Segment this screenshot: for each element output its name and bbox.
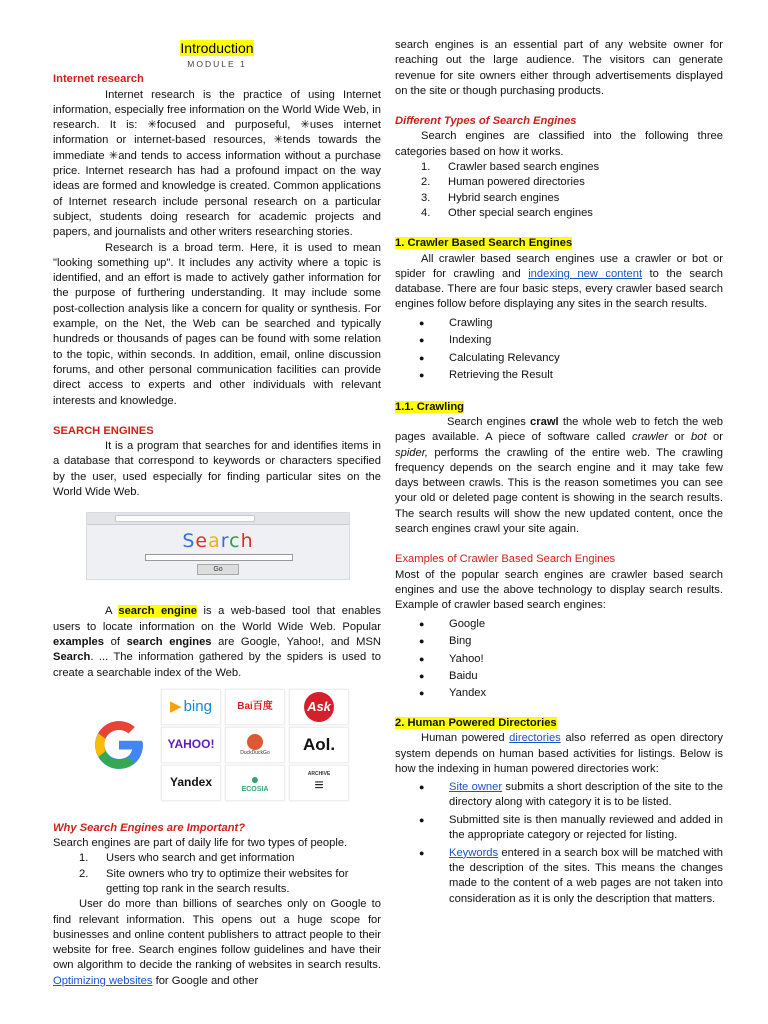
- internet-research-heading: Internet research: [53, 73, 144, 86]
- search-image-go-button: Go: [197, 564, 239, 575]
- list-item: 4. Other special search engines: [421, 206, 593, 219]
- list-item: ● Google: [419, 617, 486, 630]
- list-item: ● Yahoo!: [419, 652, 484, 665]
- search-engines-paragraph-2: A search engine is a web-based tool that enables users to locate information on the World Wide Web. Popular examples of search engines are Google, Yahoo!, and MSN Search. ... The information gathered by the spiders is used to create a searchable index of the Web.: [53, 605, 381, 679]
- continued-paragraph: search engines is an essential part of any website owner for reaching out the large audience. The visitors can generate revenue for site owners either through advertisements displayed on the site or though purchasing products.: [395, 39, 723, 97]
- list-item: ● Keywords entered in a search box will be matched with the description of the sites. This means the changes made to the content of a web pages are not taken into consideration as it is only the description that matters.: [419, 846, 723, 905]
- aol-logo: Aol.: [289, 727, 349, 763]
- ecosia-logo: ● ECOSIA: [225, 765, 285, 801]
- list-item: ● Baidu: [419, 670, 478, 682]
- crawling-heading: 1.1. Crawling: [395, 400, 465, 413]
- keywords-link[interactable]: Keywords: [449, 846, 499, 859]
- examples-paragraph: Most of the popular search engines are crawler based search engines and use the above technology to display search results. Example of crawler based search engines:: [395, 568, 723, 612]
- archive-columns-icon: ≡: [314, 777, 324, 795]
- optimizing-websites-link[interactable]: Optimizing websites: [53, 974, 153, 987]
- bing-logo: ▶ bing: [161, 689, 221, 725]
- internet-research-paragraph-2: Research is a broad term. Here, it is used to mean "looking something up". It includes any activity where a topic is identified, and an effort is made to actively gather information for the purpose of furthering understanding. It may include some post-collection analysis like a concern for quality or synthesis. For example, on the Net, the Web can be searched and typically hundreds or thousands of pages can be found with some relation to the topic, within seconds. In addition, email, online discussion forums, and other personal communication facilities can provide direct access to experts and other individuals with relevant interests and knowledge.: [53, 241, 381, 407]
- left-column: [53, 0, 381, 989]
- list-item: ● Crawling: [419, 316, 493, 329]
- list-item: 2. Human powered directories: [421, 176, 585, 189]
- human-heading: 2. Human Powered Directories: [395, 716, 557, 729]
- search-engines-paragraph-1: It is a program that searches for and identifies items in a database that correspond to keywords or characters specified by the user, used especially for finding particular sites on the World Wide Web.: [53, 440, 381, 499]
- crawler-heading: 1. Crawler Based Search Engines: [395, 237, 573, 250]
- browser-bar: [87, 513, 349, 525]
- indexing-new-content-link[interactable]: indexing new content: [528, 267, 643, 280]
- search-engine-highlight: search engine: [118, 605, 197, 618]
- human-steps-list: [419, 780, 723, 907]
- list-item: ● Indexing: [419, 334, 492, 347]
- types-intro: Search engines are classified into the following three categories based on how it works.: [395, 130, 723, 158]
- human-paragraph: Human powered directories also referred as open directory system depends on human based activities for listings. Below is how the indexing in human powered directories work:: [395, 732, 723, 775]
- url-field: [115, 515, 255, 522]
- why-intro: Search engines are part of daily life for two types of people.: [53, 837, 348, 850]
- crawling-paragraph: Search engines crawl the whole web to fetch the web pages available. A piece of software called crawler or bot or spider, performs the crawling of the entire web. The crawling frequency depends on the search engine and it may take few days between crawls. This is the reason sometimes you can see your old or deleted page content is showing in the search results. The search results will show the new updated content, once the search engines crawl your site again.: [395, 415, 723, 536]
- list-item: ● Yandex: [419, 687, 487, 700]
- list-item: 1. Crawler based search engines: [421, 161, 600, 174]
- why-heading: Why Search Engines are Important?: [53, 821, 246, 834]
- ask-logo: Ask: [289, 689, 349, 725]
- examples-heading: Examples of Crawler Based Search Engines: [395, 553, 616, 566]
- search-image-word: Search: [182, 530, 254, 553]
- list-item: ● Retrieving the Result: [419, 369, 553, 382]
- types-list: [421, 160, 723, 221]
- internet-research-paragraph-1: Internet research is the practice of using Internet information, especially free information on the World Wide Web, in research. It is: ✳focused and purposeful, ✳uses internet information or internet-based resources, ✳tends towards the immediate ✳and tends to access information without a purchase price. Internet research has had a profound impact on the way ideas are formed and knowledge is created. Common applications of Internet research include personal research on a particular subject, students doing research for academic projects and papers, and journalists and other writers researching stories.: [53, 88, 381, 239]
- search-box-image: [86, 512, 350, 580]
- list-item: ● Bing: [419, 635, 472, 648]
- list-item: ● Site owner submits a short description of the site to the directory along with category it is to be listed.: [419, 781, 724, 809]
- search-engines-heading: SEARCH ENGINES: [53, 424, 154, 437]
- module-label: MODULE 1: [187, 59, 247, 70]
- crawler-steps-list: [419, 316, 723, 384]
- site-owner-link[interactable]: Site owner: [449, 781, 503, 794]
- list-item: 1. Users who search and get information: [79, 852, 295, 865]
- list-item: ● Calculating Relevancy: [419, 351, 560, 364]
- directories-link[interactable]: directories: [509, 732, 561, 745]
- list-item: 2. Site owners who try to optimize their websites for getting top rank in the search results.: [79, 867, 349, 895]
- right-column: [395, 38, 723, 909]
- yandex-logo: Yandex: [161, 765, 221, 801]
- search-engine-logos: [53, 687, 381, 807]
- list-item: 3. Hybrid search engines: [421, 191, 560, 204]
- google-logo-icon: [91, 717, 147, 773]
- examples-list: [419, 617, 723, 702]
- crawler-paragraph: All crawler based search engines use a crawler or bot or spider for crawling and indexing new content to the search database. There are four basic steps, every crawler based search engines follow before displaying any sites in the search results.: [395, 252, 723, 311]
- page-title: Introduction: [180, 40, 254, 56]
- baidu-logo: Bai百度: [225, 689, 285, 725]
- why-list: [79, 851, 381, 897]
- title-block: [53, 40, 381, 58]
- duckduckgo-logo: DuckDuckGo: [225, 727, 285, 763]
- why-paragraph: User do more than billions of searches only on Google to find relevant information. This opens out a huge scope for businesses and online content publishers to attract people to their website for free. Search engines follow guidelines and have their own algorithm to decide the ranking of websites in search results. Optimizing websites for Google and other: [53, 898, 381, 987]
- list-item: ● Submitted site is then manually reviewed and added in the appropriate category or rejected for listing.: [419, 813, 723, 842]
- yahoo-logo: YAHOO!: [161, 727, 221, 763]
- search-image-input: [145, 554, 293, 561]
- internet-archive-logo: ARCHIVE ≡: [289, 765, 349, 801]
- types-heading: Different Types of Search Engines: [395, 115, 577, 128]
